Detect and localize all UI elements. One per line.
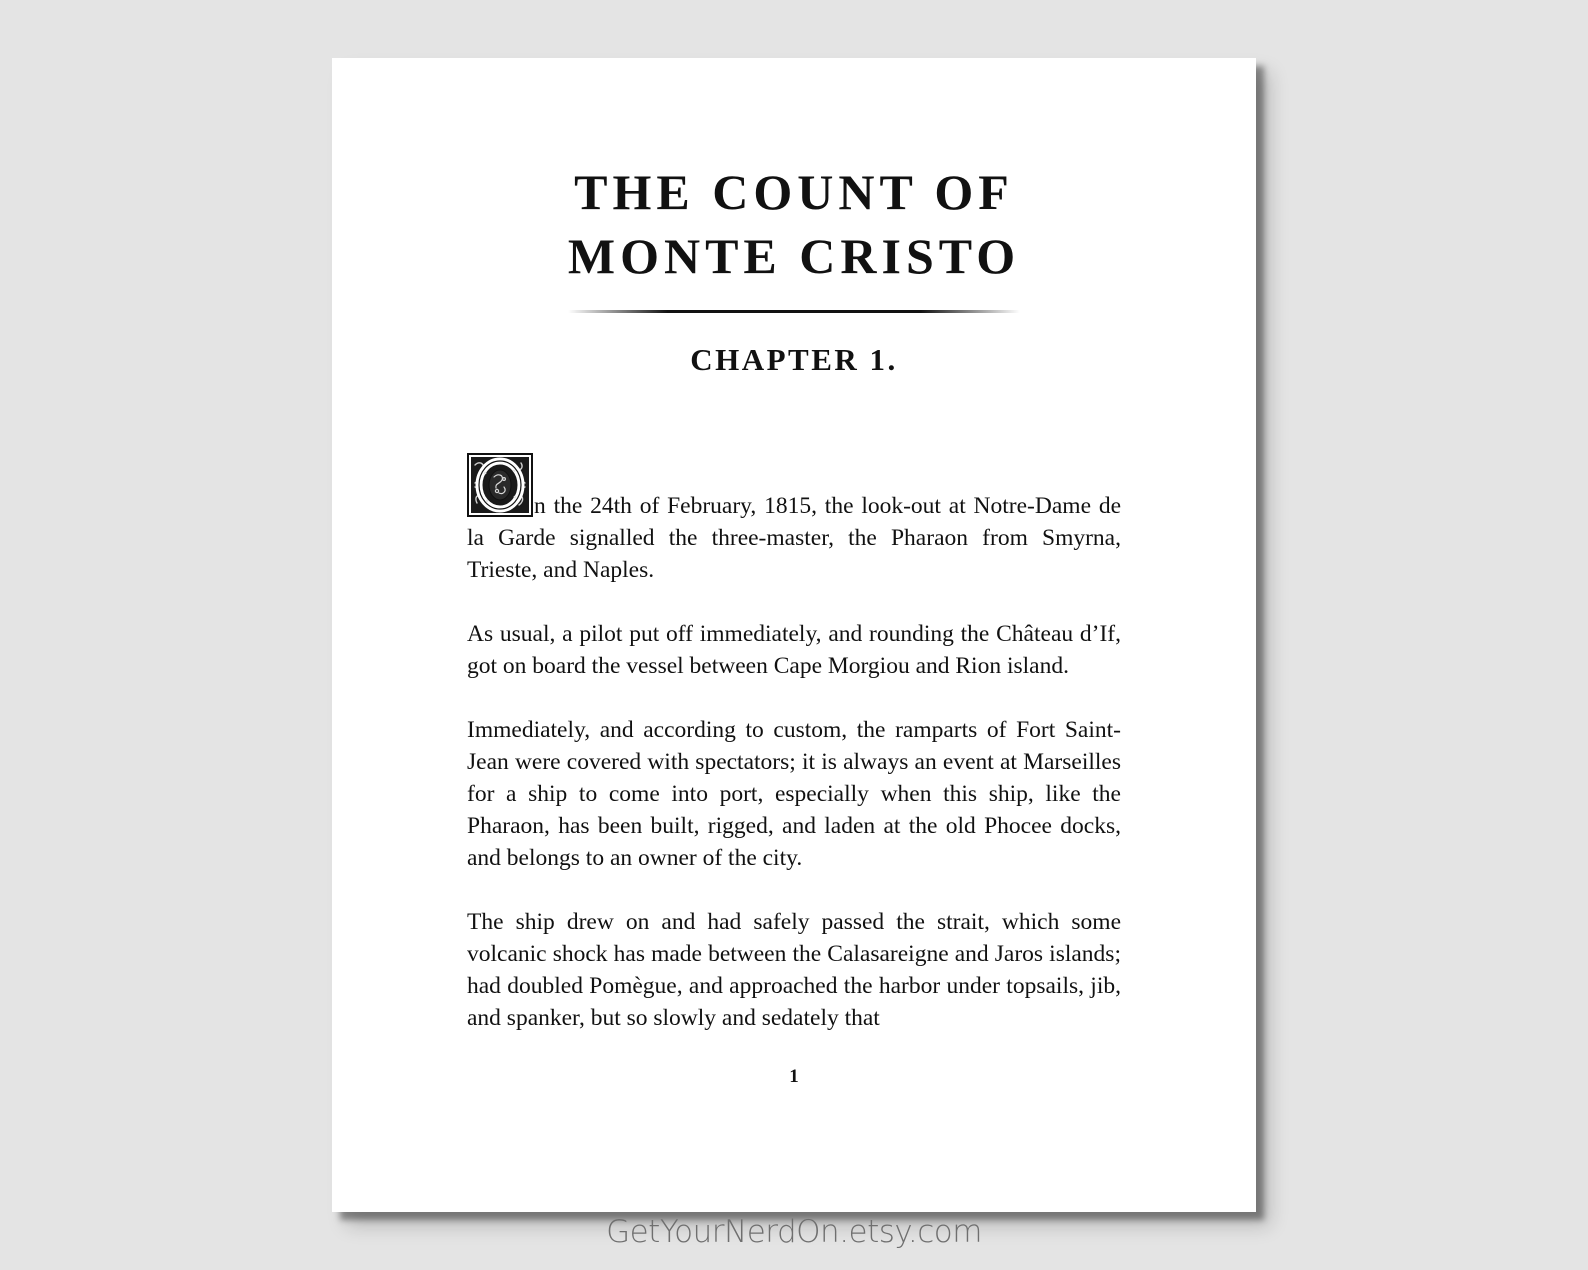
paragraph-4: The ship drew on and had safely passed the strait, which some volcanic shock has made between the Calasareigne and Jaros islands; had doubled Pomègue, and approached the harbor under topsails, jib, and spanker, but so slowly and sedately that: [467, 909, 1121, 1031]
paragraph-3: Immediately, and according to custom, the ramparts of Fort Saint-Jean were covered with spectators; it is always an event at Marseilles for a ship to come into port, especially when this ship, like the Pharaon, has been built, rigged, and laden at the old Phocee docks, and belongs to an owner of the city.: [467, 717, 1121, 871]
ornamental-initial-o-icon: [467, 453, 533, 517]
book-title-line-1: THE COUNT OF: [574, 164, 1014, 220]
book-title-line-2: MONTE CRISTO: [567, 228, 1021, 284]
ornamental-drop-cap-o: [467, 453, 533, 517]
paragraph-1: [467, 453, 1121, 586]
chapter-heading: CHAPTER 1.: [690, 342, 898, 377]
paragraph-2: As usual, a pilot put off immediately, and rounding the Château d’If, got on board the vessel between Cape Morgiou and Rion island.: [467, 621, 1121, 679]
chapter-body: [467, 453, 1121, 1066]
shop-watermark: GetYourNerdOn.etsy.com: [606, 1214, 982, 1250]
paragraph-1-text: n the 24th of February, 1815, the look-out at Notre-Dame de la Garde signalled the three-master, the Pharaon from Smyrna, Trieste, and Naples.: [467, 493, 1121, 583]
page-number: 1: [789, 1066, 799, 1087]
title-divider: [568, 310, 1020, 313]
book-title: [332, 160, 1256, 288]
book-page: [332, 58, 1256, 1212]
